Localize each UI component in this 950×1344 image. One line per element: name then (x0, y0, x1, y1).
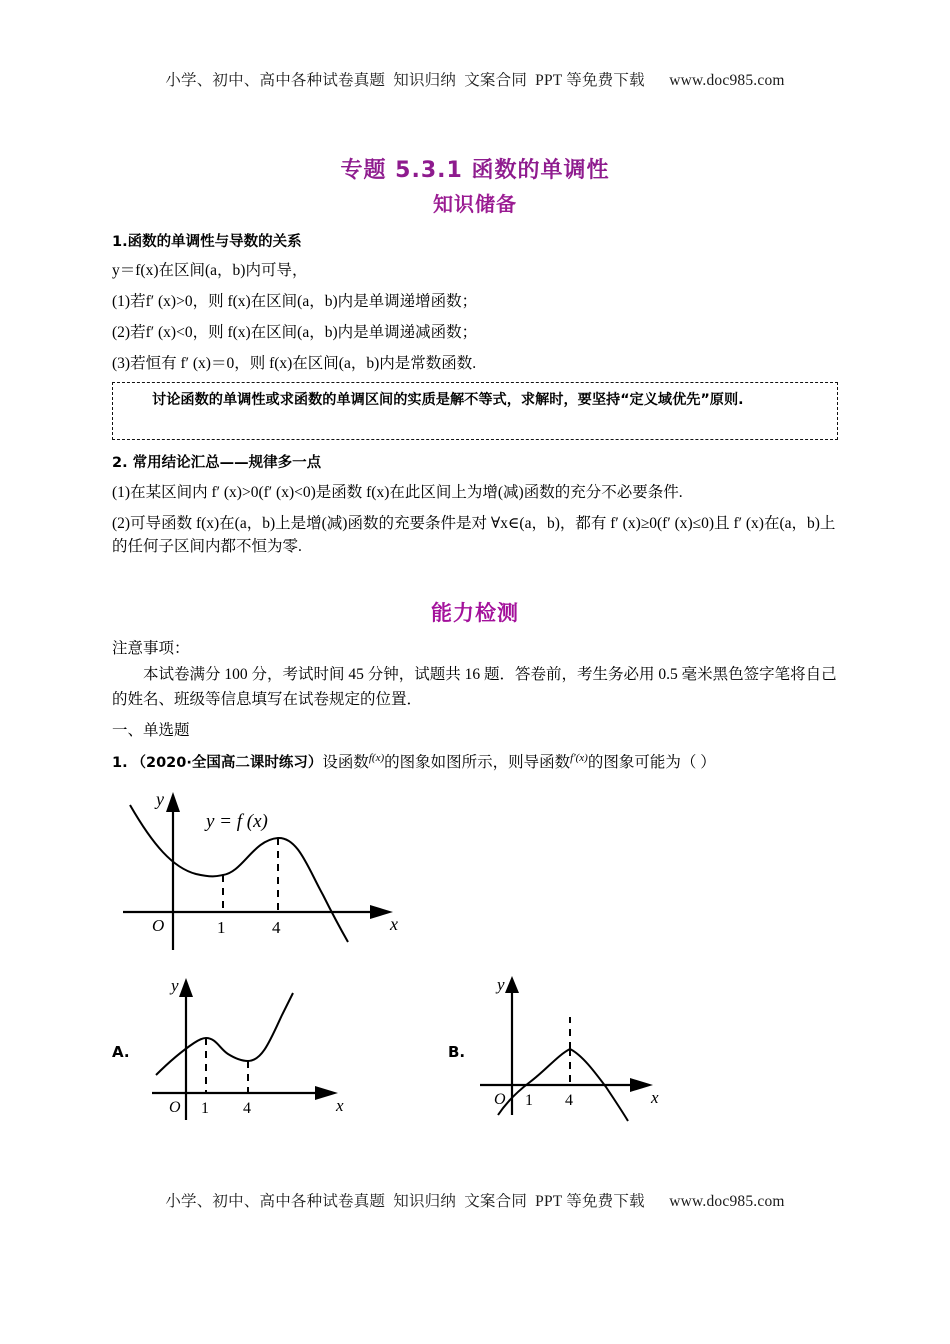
main-tick-1: 1 (217, 918, 226, 937)
knowledge-premise-text: y＝f(x)在区间(a，b)内可导， (112, 262, 308, 279)
question-1-function-2: f′(x) (570, 752, 588, 764)
question-1-source: （2020·全国高二课时练习） (131, 755, 323, 772)
question-1-text (112, 750, 852, 775)
main-x-axis-label: x (390, 914, 398, 934)
question-1-function-1: f(x) (368, 752, 385, 764)
page-title: 专题 5.3.1 函数的单调性 (340, 158, 610, 183)
option-a-tick-4: 4 (243, 1100, 251, 1117)
option-a-x-axis-label: x (336, 1096, 344, 1115)
option-b-y-axis-label: y (497, 975, 505, 994)
question-1-part-1: 设函数 (322, 754, 369, 772)
main-y-axis-label: y (156, 790, 164, 809)
conclusion-1: (1)在某区间内 f′ (x)>0(f′ (x)<0)是函数 f(x)在此区间上为增(减)函数的充分不必要条件. (112, 484, 683, 501)
tip-text: 讨论函数的单调性或求函数的单调区间的实质是解不等式，求解时，要坚持“定义域优先”原则. (152, 392, 744, 408)
option-a-label: A. (112, 1043, 130, 1061)
subsection-title-knowledge: 知识储备 (433, 192, 517, 216)
section-title-exam: 能力检测 (431, 601, 519, 625)
conclusion-2: (2)可导函数 f(x)在(a，b)上是增(减)函数的充要条件是对 ∀x∈(a，b)，都有 f′ (x)≥0(f′ (x)≤0)且 f′ (x)在(a，b)上的任何子区间内都不恒为零. (112, 515, 836, 556)
option-b-tick-1: 1 (525, 1092, 533, 1109)
question-1-part-2: 的图象如图所示，则导函数 (384, 754, 571, 772)
knowledge-item-2: (2)若f′ (x)<0，则 f(x)在区间(a，b)内是单调递减函数； (112, 324, 478, 341)
page-footer: 小学、初中、高中各种试卷真题 知识归纳 文案合同 PPT 等免费下载 www.doc985.com (165, 1193, 785, 1210)
main-origin-label: O (152, 916, 165, 935)
question-1-part-3: 的图象可能为（ ） (587, 754, 716, 772)
option-b-origin-label: O (494, 1091, 506, 1108)
knowledge-item-3: (3)若恒有 f′ (x)＝0，则 f(x)在区间(a，b)内是常数函数. (112, 355, 477, 372)
figure-option-a (150, 975, 380, 1125)
figure-graph-of-f (118, 790, 418, 955)
knowledge-item-1: (1)若f′ (x)>0，则 f(x)在区间(a，b)内是单调递增函数； (112, 293, 478, 310)
main-curve-label: y = f (x) (206, 811, 268, 832)
main-tick-4: 4 (272, 918, 281, 937)
knowledge-heading-1: 1.函数的单调性与导数的关系 (112, 234, 302, 250)
knowledge-heading-2: 2. 常用结论汇总——规律多一点 (112, 455, 322, 471)
option-a-tick-1: 1 (201, 1100, 209, 1117)
option-a-origin-label: O (169, 1099, 181, 1116)
notice-label: 注意事项： (112, 640, 190, 657)
question-type-label: 一、单选题 (112, 722, 190, 739)
option-b-x-axis-label: x (651, 1088, 659, 1107)
question-1-number: 1. (112, 755, 128, 772)
option-a-y-axis-label: y (171, 976, 179, 995)
notice-body: 本试卷满分 100 分，考试时间 45 分钟，试题共 16 题．答卷前，考生务必用 0.5 毫米黑色签字笔将自己的姓名、班级等信息填写在试卷规定的位置． (112, 666, 837, 709)
page-header: 小学、初中、高中各种试卷真题 知识归纳 文案合同 PPT 等免费下载 www.doc985.com (165, 72, 785, 89)
knowledge-premise (112, 259, 842, 282)
figure-option-b (478, 975, 708, 1125)
option-b-label: B. (448, 1043, 466, 1061)
option-b-tick-4: 4 (565, 1092, 573, 1109)
